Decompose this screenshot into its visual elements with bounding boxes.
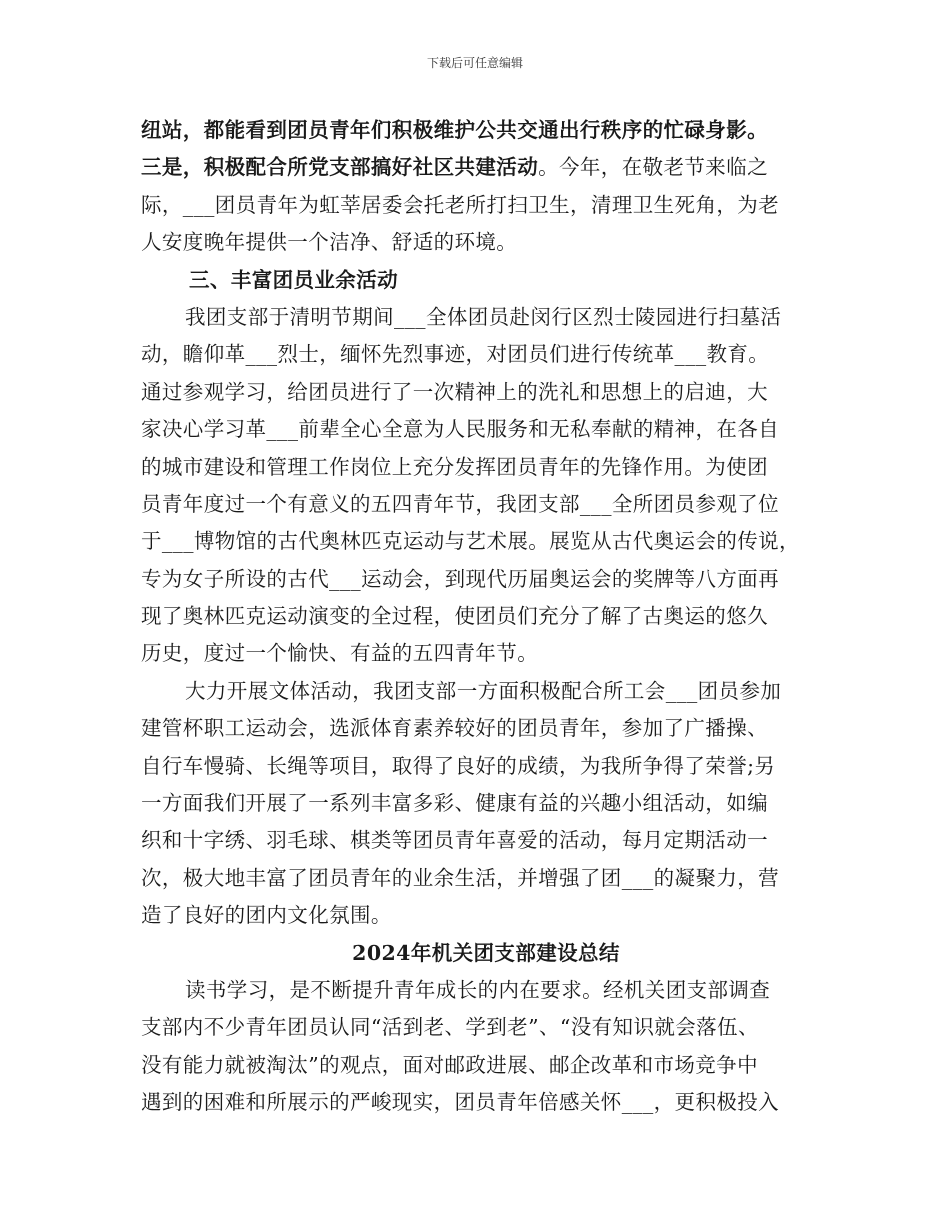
text-segment: 于___博物馆的古代奥林匹克运动与艺术展。展览从古代奥运会的传说， xyxy=(141,529,800,554)
text-line xyxy=(141,486,831,523)
text-line xyxy=(141,598,831,635)
text-line xyxy=(141,710,831,747)
text-line xyxy=(141,1047,831,1084)
text-segment: 际，___团员青年为虹莘居委会托老所打扫卫生，清理卫生死角，为老 xyxy=(141,192,780,217)
text-segment: 人安度晚年提供一个洁净、舒适的环境。 xyxy=(141,230,518,255)
text-segment: 读书学习，是不断提升青年成长的内在要求。经机关团支部调查 xyxy=(185,977,771,1002)
text-segment: 大力开展文体活动，我团支部一方面积极配合所工会___团员参加 xyxy=(185,678,782,703)
text-segment: 一方面我们开展了一系列丰富多彩、健康有益的兴趣小组活动，如编 xyxy=(141,791,768,816)
text-line xyxy=(141,1084,831,1121)
text-line xyxy=(141,411,831,448)
page-header: 下载后可任意编辑 xyxy=(426,56,523,70)
text-line xyxy=(141,374,831,411)
text-segment: 现了奥林匹克运动演变的全过程，使团员们充分了解了古奥运的悠久 xyxy=(141,604,768,629)
text-segment: 通过参观学习，给团员进行了一次精神上的洗礼和思想上的启迪，大 xyxy=(141,379,768,404)
text-line xyxy=(141,449,831,486)
text-line xyxy=(141,897,831,934)
text-segment: 支部内不少青年团员认同“活到老、学到老”、“没有知识就会落伍、 xyxy=(141,1015,759,1040)
text-segment: 造了良好的团内文化氛围。 xyxy=(141,903,392,928)
text-segment: 动，瞻仰革___烈士，缅怀先烈事迹，对团员们进行传统革___教育。 xyxy=(141,342,770,367)
text-segment: 家决心学习革___前辈全心全意为人民服务和无私奉献的精神，在各自 xyxy=(141,417,780,442)
text-segment: 我团支部于清明节期间___全体团员赴闵行区烈士陵园进行扫墓活 xyxy=(185,304,782,329)
text-line xyxy=(141,972,831,1009)
text-segment: 纽站，都能看到团员青年们积极维护公共交通出行秩序的忙碌身影。 xyxy=(141,118,768,142)
text-segment: 织和十字绣、羽毛球、棋类等团员青年喜爱的活动，每月定期活动一 xyxy=(141,828,768,853)
text-line xyxy=(141,112,831,149)
text-segment: 2024年机关团支部建设总结 xyxy=(352,940,620,965)
text-line xyxy=(141,1009,831,1046)
text-segment: 建管杯职工运动会，选派体育素养较好的团员青年，参加了广播操、 xyxy=(141,716,768,741)
document-body xyxy=(141,112,831,1122)
text-line xyxy=(141,187,831,224)
section-title xyxy=(141,935,831,972)
text-line xyxy=(141,523,831,560)
text-segment: 专为女子所设的古代___运动会，到现代历届奥运会的奖牌等八方面再 xyxy=(141,566,780,591)
text-line xyxy=(141,561,831,598)
text-segment: 。今年，在敬老节来临之 xyxy=(538,155,769,180)
text-line xyxy=(141,785,831,822)
text-segment: 三是，积极配合所党支部搞好社区共建活动 xyxy=(141,155,539,180)
text-segment: 没有能力就被淘汰”的观点，面对邮政进展、邮企改革和市场竞争中 xyxy=(141,1052,758,1077)
text-line xyxy=(141,635,831,672)
text-line xyxy=(141,336,831,373)
text-line xyxy=(141,673,831,710)
text-segment: 员青年度过一个有意义的五四青年节，我团支部___全所团员参观了位 xyxy=(141,491,780,516)
text-segment: 自行车慢骑、长绳等项目，取得了良好的成绩，为我所争得了荣誉;另 xyxy=(141,753,776,778)
text-segment: 的城市建设和管理工作岗位上充分发挥团员青年的先锋作用。为使团 xyxy=(141,454,768,479)
text-line xyxy=(141,224,831,261)
text-line xyxy=(141,299,831,336)
text-segment: 遇到的困难和所展示的严峻现实，团员青年倍感关怀___，更积极投入 xyxy=(141,1090,780,1115)
text-segment: 历史，度过一个愉快、有益的五四青年节。 xyxy=(141,641,539,666)
text-line xyxy=(141,748,831,785)
text-line xyxy=(141,822,831,859)
section-heading xyxy=(141,262,831,299)
text-segment: 三、丰富团员业余活动 xyxy=(189,267,398,292)
text-line xyxy=(141,860,831,897)
text-segment: 次，极大地丰富了团员青年的业余生活，并增强了团___的凝聚力，营 xyxy=(141,865,780,890)
text-line xyxy=(141,149,831,186)
